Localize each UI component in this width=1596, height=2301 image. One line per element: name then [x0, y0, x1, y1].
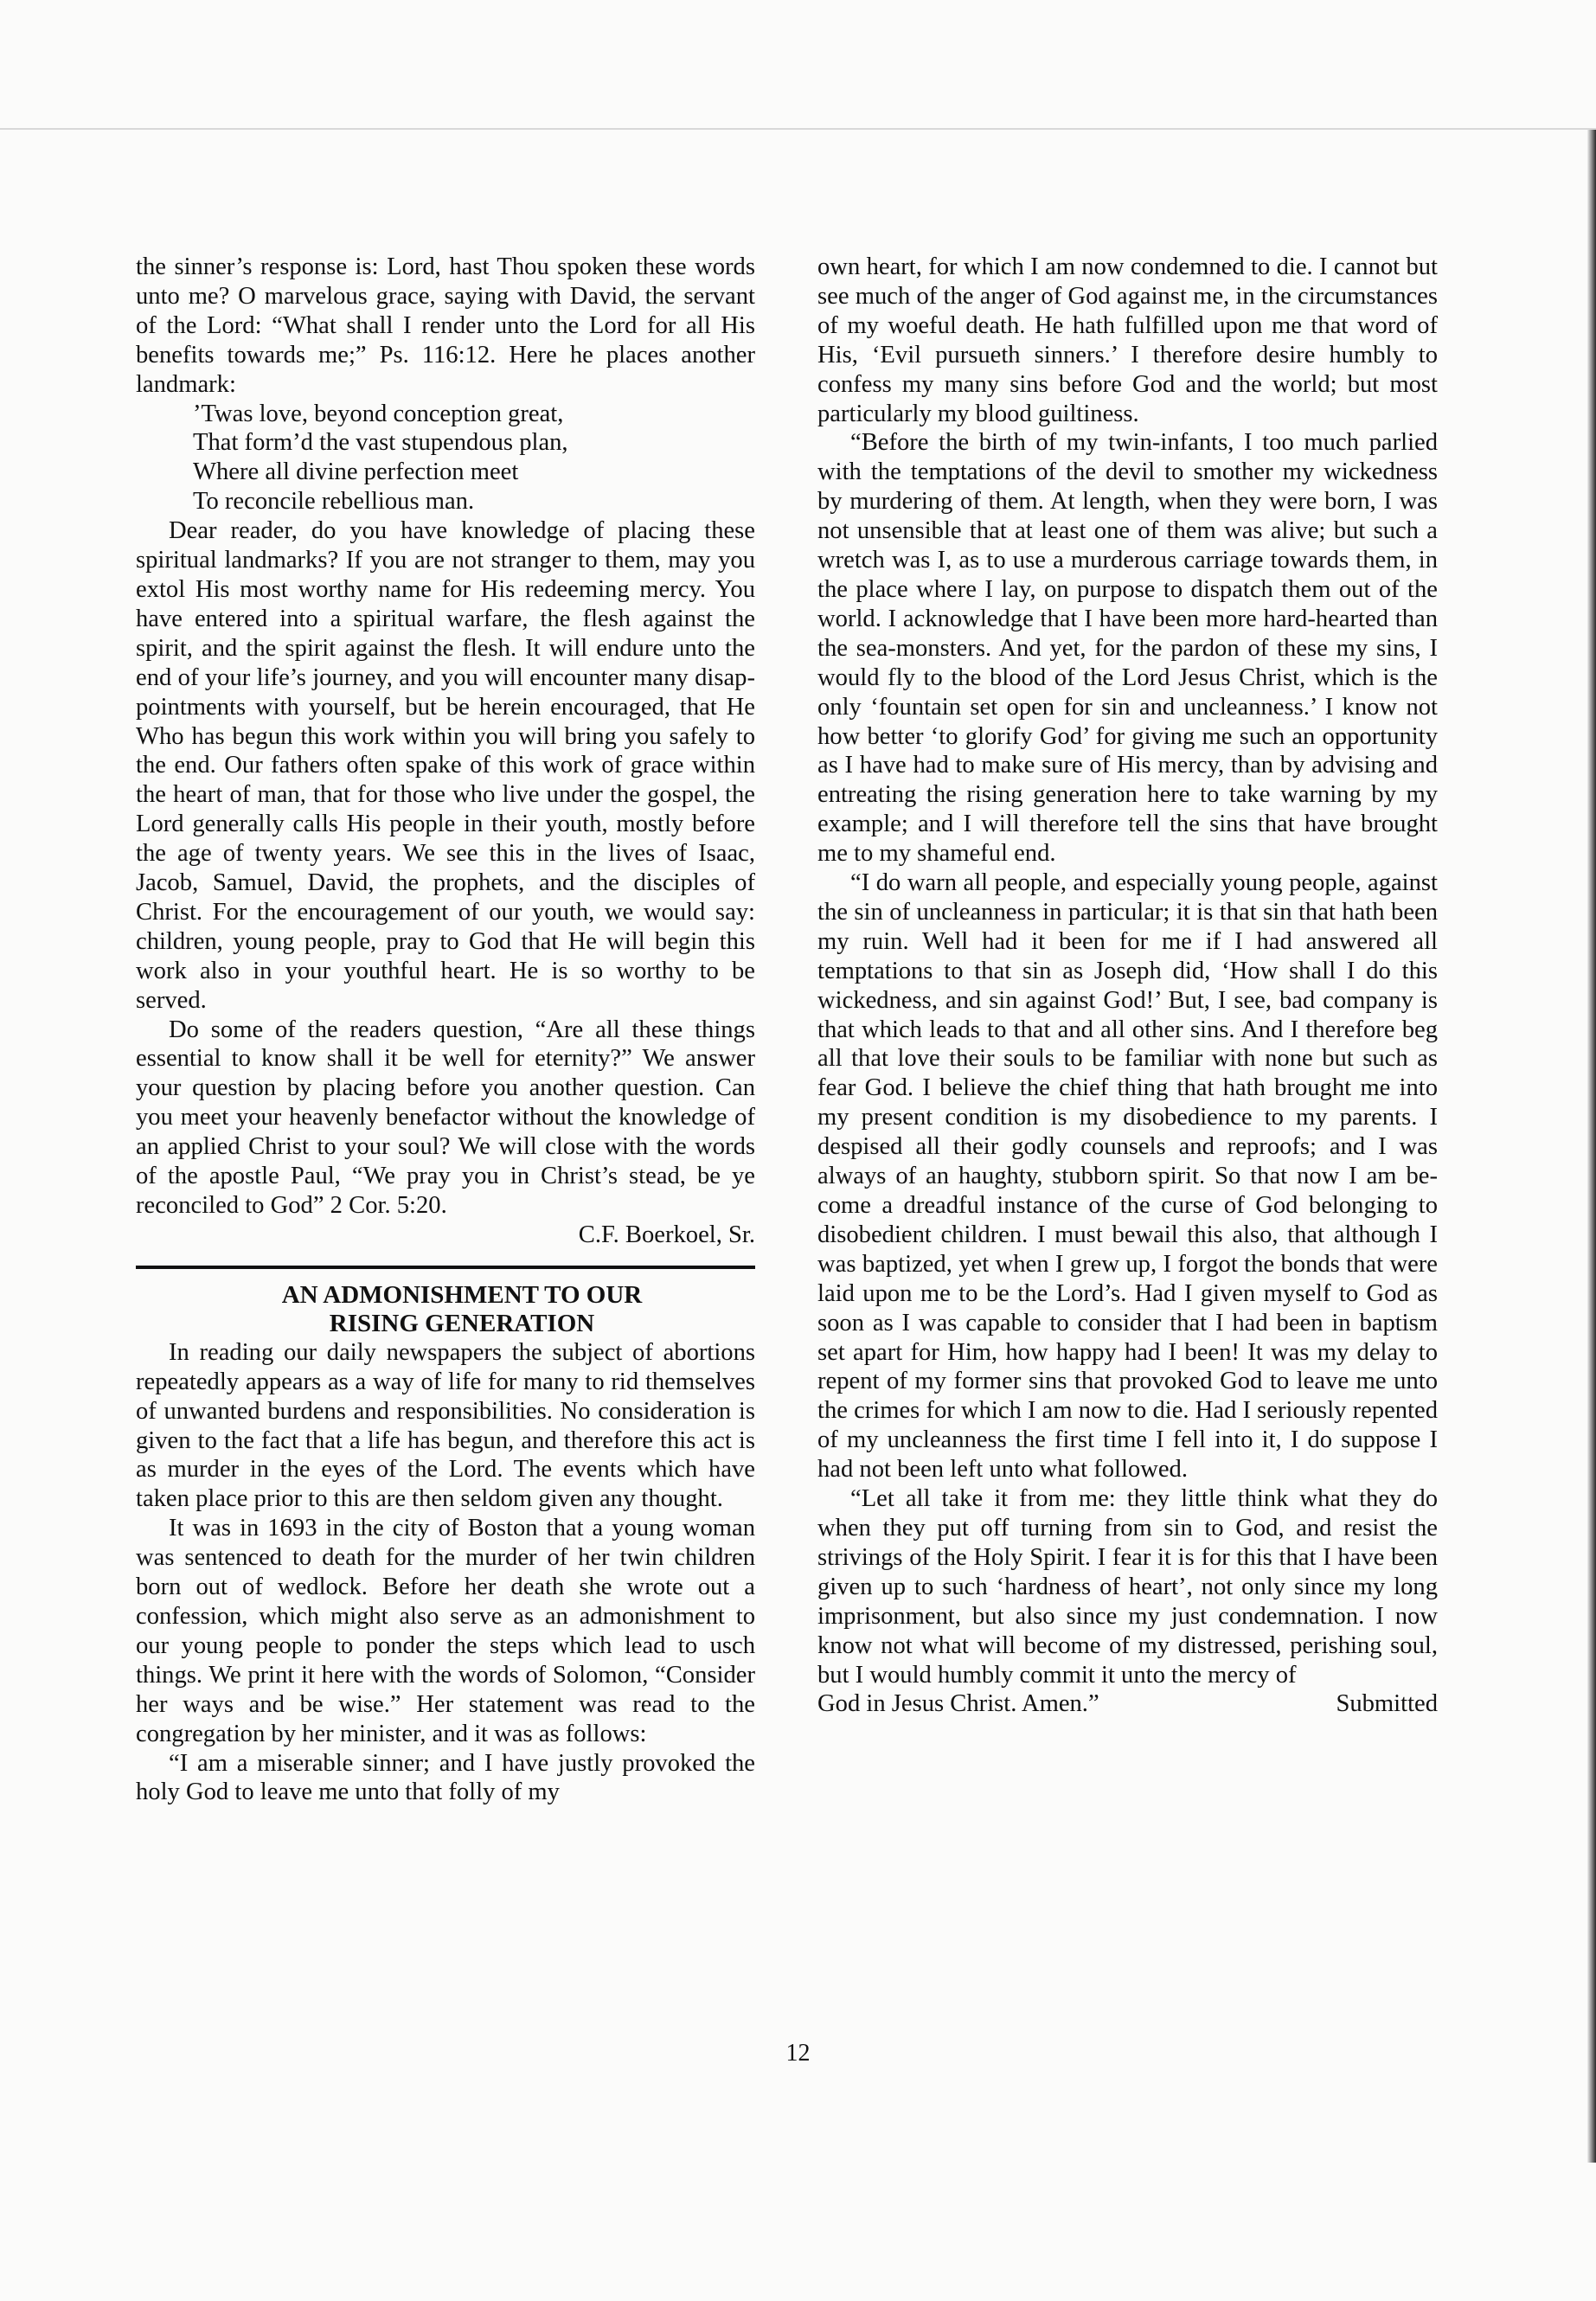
closing-line — [817, 1689, 1438, 1719]
poem-line: To reconcile rebellious man. — [193, 488, 475, 516]
section-divider — [136, 1266, 755, 1269]
left-paragraph-4: In reading our daily newspapers the subject of abortions repeatedly appears as a way of life for many to rid themselves of unwanted burdens and responsibilities. No consideration is given to the fact that a life has begun, and therefore this act is as murder in the eyes of the Lord. The events which have taken place prior to this are then seldom given any thought. — [136, 1338, 755, 1513]
poem-line: ’Twas love, beyond conception great, — [193, 400, 564, 427]
poem-line: That form’d the vast stupendous plan, — [193, 429, 568, 457]
left-paragraph-1: the sinner’s response is: Lord, hast Thou spoken these words unto me? O marvelous grace, saying with David, the servant of the Lord: “What shall I render unto the Lord for all His benefits towards me;” Ps. 116:12. Here he places another landmark: — [136, 253, 755, 398]
closing-text: God in Jesus Christ. Amen.” — [817, 1690, 1099, 1718]
article-heading-line-2: RISING GENERATION — [329, 1309, 595, 1337]
page-number: 12 — [785, 2040, 811, 2067]
article-heading-line-1: AN ADMONISHMENT TO OUR — [281, 1280, 643, 1309]
right-paragraph-4: “Let all take it from me: they little think what they do when they put off turning from sin to God, and resist the strivings of the Holy Spirit. I fear it is for this that I have been given up to such ‘hardness of heart’, not only since my long imprisonment, but also since my just condemnation. I now know not what will become of my distressed, perishing soul, but I would humbly commit it unto the mercy of — [817, 1485, 1438, 1689]
left-paragraph-6: “I am a miserable sinner; and I have justly provoked the holy God to leave me unto that folly of my — [136, 1749, 755, 1806]
scan-top-edge — [0, 128, 1596, 130]
left-paragraph-5: It was in 1693 in the city of Boston that a young woman was sentenced to death for the murder of her twin children born out of wedlock. Before her death she wrote out a confession, which might also serve as an admonishment to our young people to ponder the steps which lead to usch things. We print it here with the words of Solomon, “Consider her ways and be wise.” Her statement was read to the congregation by her minister, and it was as follows: — [136, 1515, 755, 1747]
left-column — [136, 253, 755, 1807]
poem-line: Where all divine perfection meet — [193, 458, 519, 486]
left-paragraph-3: Do some of the readers question, “Are all these things essential to know shall it be well for eternity?” We answer your question by placing before you another question. Can you meet your heavenly benefactor without the knowledge of an applied Christ to your soul? We will close with the words of the apostle Paul, “We pray you in Christ’s stead, be ye reconciled to God” 2 Cor. 5:20. — [136, 1016, 755, 1219]
right-column — [817, 253, 1438, 1719]
scan-right-edge — [1587, 130, 1596, 2163]
right-paragraph-1: own heart, for which I am now condemned to die. I cannot but see much of the anger of God against me, in the circumstances of my woeful death. He hath fulfilled upon me that word of His, ‘Evil pursueth sinners.’ I therefore desire humbly to confess my many sins before God and the world; but most particularly my blood guiltiness. — [817, 253, 1438, 427]
right-paragraph-3: “I do warn all people, and especially young people, against the sin of uncleanness in particular; it is that sin that hath been my ruin. Well had it been for me if I had answered all temptations to that sin as Joseph did, ‘How shall I do this wickedness, and sin against God!’ But, I see, bad company is that which leads to that and all other sins. And I therefore beg all that love their souls to be familiar with none but such as fear God. I believe the chief thing that hath brought me into my present condition is my disobedience to my parents. I despised all their godly counsels and reproofs; and I was always of an haughty, stubborn spirit. So that now I am become a dreadful instance of the curse of God belonging to disobedient children. I must bewail this also, that although I was baptized, yet when I grew up, I forgot the bonds that were laid upon me to be the Lord’s. Had I given myself to God as soon as I was capable to consider that I had been in baptism set apart for Him, how happy had I been! It was my delay to repent of my former sins that provoked God to leave me unto the crimes for which I am now to die. Had I seriously repented of my uncleanness the first time I fell into it, I do suppose I had not been left unto what followed. — [817, 869, 1439, 1484]
left-paragraph-2: Dear reader, do you have knowledge of placing these spiritual landmarks? If you are not stranger to them, may you extol His most worthy name for His redeeming mercy. You have entered into a spiritual warfare, the flesh against the spirit, and the spirit against the flesh. It will endure unto the end of your life’s journey, and you will encounter many disappointments with yourself, but be herein encouraged, that He Who has begun this work within you will bring you safely to the end. Our fathers often spake of this work of grace within the heart of man, that for those who live under the gospel, the Lord generally calls His people in their youth, mostly before the age of twenty years. We see this in the lives of Isaac, Jacob, Samuel, David, the prophets, and the disciples of Christ. For the encouragement of our youth, we would say: children, young people, pray to God that He will begin this work also in your youthful heart. He is so worthy to be served. — [136, 517, 755, 1014]
right-paragraph-2: “Before the birth of my twin-infants, I too much parlied with the temptations of the devil to smother my wickedness by murdering of them. At length, when they were born, I was not unsensible that at least one of them was alive; but such a wretch was I, as to use a murderous carriage towards them, in the place where I lay, on purpose to dispatch them out of the world. I acknowledge that I have been more hard-hearted than the sea-monsters. And yet, for the pardon of these my sins, I would fly to the blood of the Lord Jesus Christ, which is the only ‘fountain set open for sin and uncleanness.’ I know not how better ‘to glorify God’ for giving me such an opportunity as I have had to make sure of His mercy, than by advising and entreating the rising generation here to take warning by my example; and I will therefore tell the sins that have brought me to my shameful end. — [817, 429, 1438, 868]
poem — [136, 400, 755, 517]
submitted-label: Submitted — [1336, 1690, 1438, 1718]
author-signature: C.F. Boerkoel, Sr. — [578, 1221, 755, 1248]
